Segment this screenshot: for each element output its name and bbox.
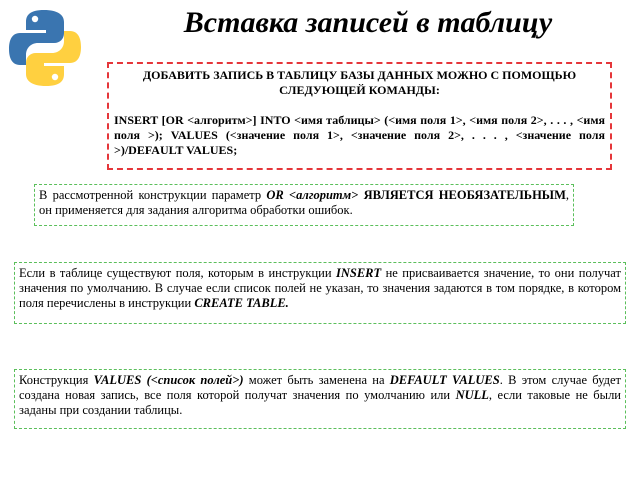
note-values-text-2: может быть заменена на	[243, 373, 390, 387]
note-values-text-3: . В этом случае будет создана новая запись, все поля которой получат значения по умолчанию или	[19, 373, 621, 402]
note-values-text-1: Конструкция	[19, 373, 94, 387]
note-values-null: NULL	[455, 388, 489, 402]
insert-syntax: INSERT [OR <алгоритм>] INTO <имя таблицы> (<имя поля 1>, <имя поля 2>, . . . , <имя поля >); VALUES (<значение поля 1>, <значение поля 2>, . . . , <значение поля >)/DEFAULT VALUES;	[114, 113, 605, 157]
note-default-text-1: Если в таблице существуют поля, которым в инструкции	[19, 266, 336, 280]
slide-title: Вставка записей в таблицу	[183, 6, 553, 39]
note-or-optional: ЯВЛЯЕТСЯ НЕОБЯЗАТЕЛЬНЫМ	[358, 188, 566, 202]
note-or-text-2: , он применяется для задания алгоритма обработки ошибок.	[39, 188, 569, 217]
note-or-keyword: OR <алгоритм>	[266, 188, 359, 202]
python-logo-icon	[8, 8, 82, 88]
note-default-insert: INSERT	[335, 266, 382, 280]
note-values-default: DEFAULT VALUES	[389, 373, 500, 387]
note-values-keyword: VALUES (<список полей>)	[93, 373, 244, 387]
note-or-algorithm	[34, 184, 574, 226]
note-default-values	[14, 262, 626, 324]
note-values-text-4: , если таковые не были заданы при создании таблицы.	[19, 388, 621, 417]
note-default-create-table: CREATE TABLE.	[194, 296, 289, 310]
command-heading: ДОБАВИТЬ ЗАПИСЬ В ТАБЛИЦУ БАЗЫ ДАННЫХ МОЖНО С ПОМОЩЬЮ СЛЕДУЮЩЕЙ КОМАНДЫ:	[142, 68, 577, 97]
insert-command-box	[107, 62, 612, 170]
note-values-construct	[14, 369, 626, 429]
note-default-text-2: не присваивается значение, то они получат значения по умолчанию. В случае если список полей не указан, то значения задаются в том порядке, в котором поля перечислены в инструкции	[19, 266, 621, 310]
python-logo-eye-top	[32, 16, 38, 22]
note-or-text-1: В рассмотренной конструкции параметр	[39, 188, 267, 202]
python-logo-eye-bottom	[52, 74, 58, 80]
